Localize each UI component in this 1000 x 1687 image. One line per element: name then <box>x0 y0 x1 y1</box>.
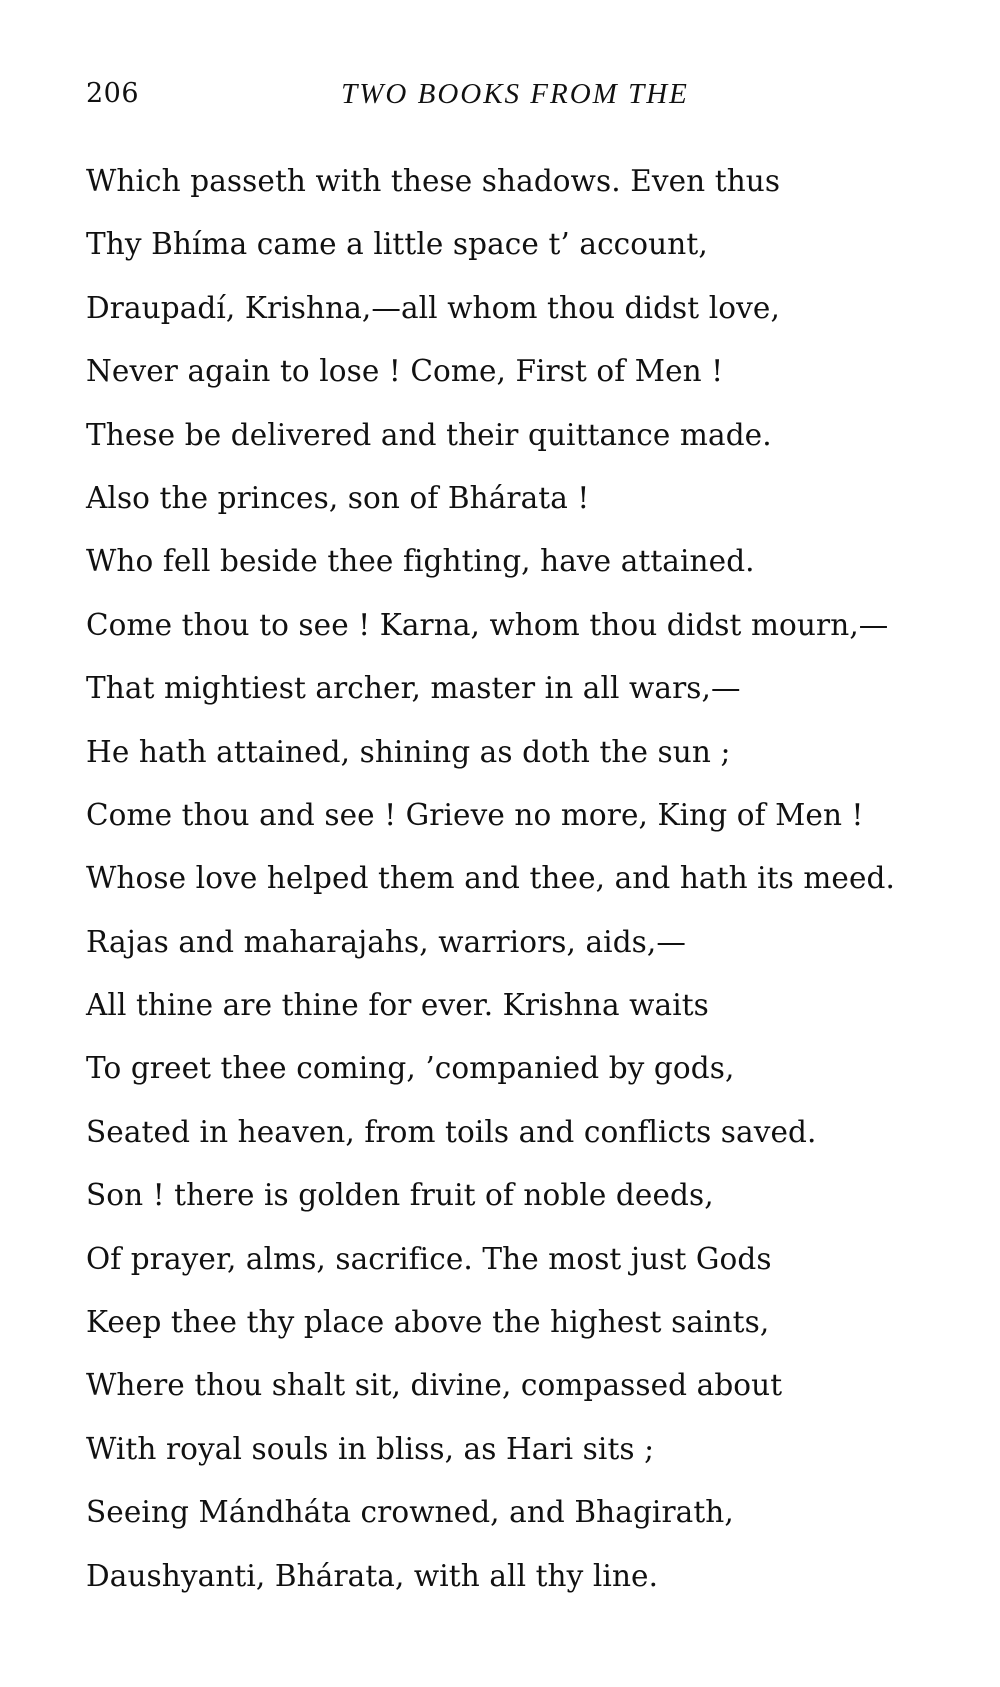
poem-line: All thine are thine for ever. Krishna waits <box>86 988 709 1023</box>
poem-line: Draupadí, Krishna,—all whom thou didst love, <box>86 290 780 325</box>
poem-line: Seated in heaven, from toils and conflicts saved. <box>86 1114 817 1149</box>
poem-line: Who fell beside thee fighting, have attained. <box>86 544 755 579</box>
running-title: TWO BOOKS FROM THE <box>341 78 689 110</box>
poem-line: Seeing Mándháta crowned, and Bhagirath, <box>86 1495 734 1530</box>
poem-line: Come thou and see ! Grieve no more, King of Men ! <box>86 797 864 832</box>
poem-line: Keep thee thy place above the highest saints, <box>86 1305 770 1340</box>
page-number: 206 <box>86 78 140 109</box>
poem-line: These be delivered and their quittance made. <box>86 417 772 452</box>
poem-line: Also the princes, son of Bhárata ! <box>86 480 590 515</box>
poem-line: Of prayer, alms, sacrifice. The most just Gods <box>86 1241 772 1276</box>
poem-line: Which passeth with these shadows. Even thus <box>86 164 781 198</box>
poem-line: That mightiest archer, master in all wars,— <box>86 671 741 706</box>
poem-line: To greet thee coming, ’companied by gods, <box>86 1051 735 1086</box>
poem-line: Whose love helped them and thee, and hath its meed. <box>86 861 896 896</box>
poem-text <box>86 150 895 1608</box>
poem-line: Thy Bhíma came a little space t’ account, <box>86 227 708 262</box>
poem-line: Never again to lose ! Come, First of Men ! <box>86 354 724 389</box>
poem-line: Daushyanti, Bhárata, with all thy line. <box>86 1558 659 1593</box>
poem-line: Son ! there is golden fruit of noble deeds, <box>86 1178 714 1213</box>
poem-line: He hath attained, shining as doth the sun ; <box>86 734 731 769</box>
poem-line: With royal souls in bliss, as Hari sits ; <box>86 1431 655 1466</box>
poem-line: Come thou to see ! Karna, whom thou didst mourn,— <box>86 607 889 642</box>
poem-line: Rajas and maharajahs, warriors, aids,— <box>86 924 686 959</box>
poem-line: Where thou shalt sit, divine, compassed about <box>86 1368 783 1403</box>
